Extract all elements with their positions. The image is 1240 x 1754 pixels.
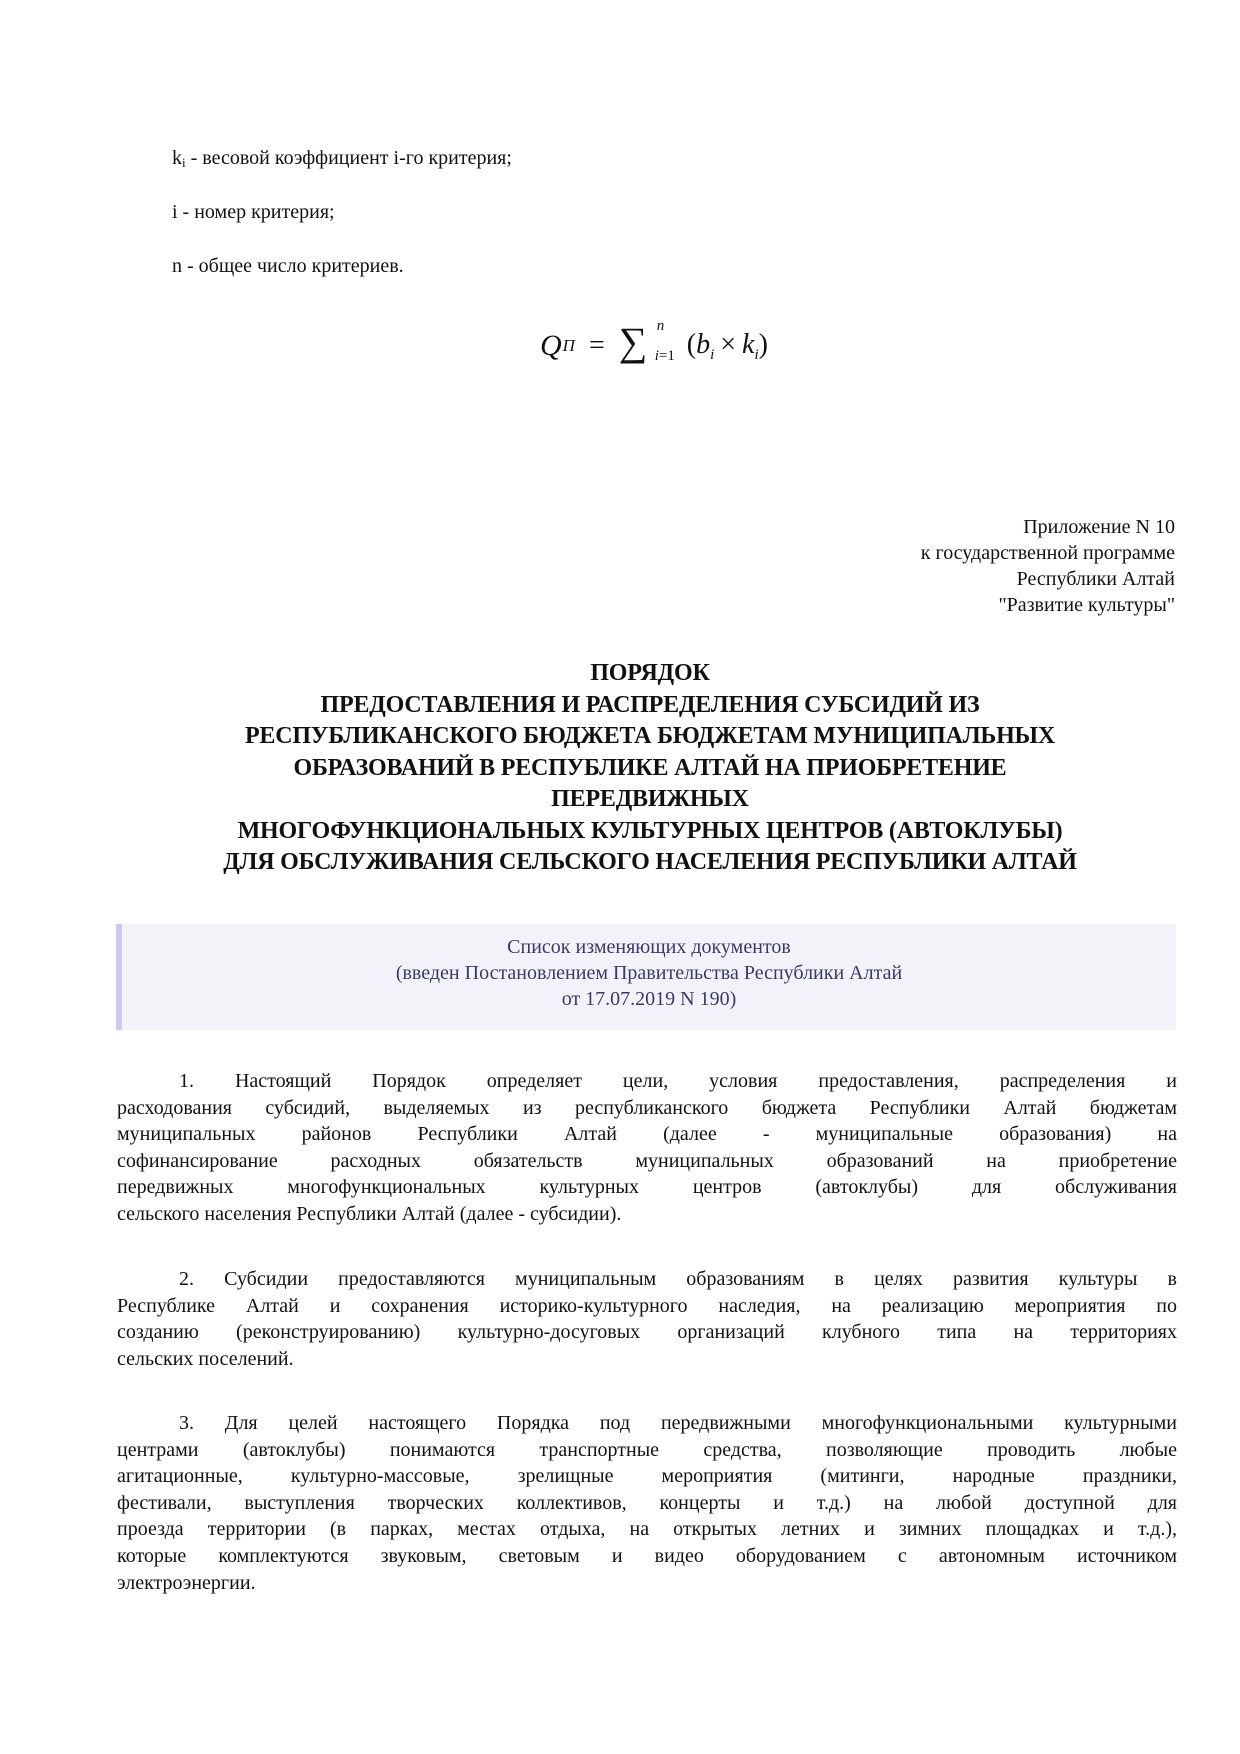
paragraph-line: сельских поселений. (117, 1347, 294, 1370)
paragraph-line: сельского населения Республики Алтай (далее - субсидии). (117, 1202, 622, 1225)
paragraph-line: 1. Настоящий Порядок определяет цели, условия предоставления, распределения и (179, 1070, 1177, 1092)
formula-equals: = (588, 330, 605, 361)
lower-limit: i=1 (654, 348, 675, 364)
paragraph-line: муниципальных районов Республики Алтай (далее - муниципальные образования) на (117, 1123, 1177, 1146)
paragraph-line: электроэнергии. (117, 1571, 256, 1594)
k-subscript: i (182, 155, 186, 170)
paragraph-line: передвижных многофункциональных культурных центров (автоклубы) для обслуживания (117, 1176, 1177, 1199)
sum-limits (654, 318, 685, 368)
title-line: ПРЕДОСТАВЛЕНИЯ И РАСПРЕДЕЛЕНИЯ СУБСИДИЙ ИЗ (320, 691, 980, 718)
amendments-box (116, 924, 1176, 1030)
sigma-symbol: ∑ (618, 319, 648, 364)
paragraph-line: фестивали, выступления творческих коллективов, концерты и т.д.) на любой доступной для (117, 1491, 1177, 1514)
paragraph-line: агитационные, культурно-массовые, зрелищные мероприятия (митинги, народные праздники, (117, 1465, 1177, 1488)
paragraph-2 (117, 1266, 1177, 1372)
appendix-line: к государственной программе (920, 542, 1175, 564)
appendix-line: "Развитие культуры" (998, 594, 1175, 616)
amendments-heading: Список изменяющих документов (507, 936, 791, 958)
k-symbol: k (172, 147, 182, 169)
title-line: МНОГОФУНКЦИОНАЛЬНЫХ КУЛЬТУРНЫХ ЦЕНТРОВ (АВТОКЛУБЫ) (237, 817, 1063, 844)
definition-n: n - общее число критериев. (172, 255, 404, 277)
definition-k (172, 146, 512, 175)
document-title (110, 658, 1190, 879)
paragraph-line: расходования субсидий, выделяемых из республиканского бюджета Республики Алтай бюджетам (117, 1096, 1177, 1119)
appendix-header (921, 514, 1175, 618)
upper-limit: n (656, 318, 665, 334)
paragraph-line: созданию (реконструированию) культурно-досуговых организаций клубного типа на территориях (117, 1321, 1177, 1344)
paragraph-line: которые комплектуются звуковым, световым и видео оборудованием с автономным источником (117, 1544, 1177, 1567)
title-line: ПОРЯДОК (590, 660, 710, 686)
weighted-sum-formula (540, 316, 768, 376)
paragraph-line: Республике Алтай и сохранения историко-культурного наследия, на реализацию мероприятия по (117, 1294, 1177, 1317)
definition-k-text: - весовой коэффициент i-го критерия; (185, 147, 512, 169)
amendments-line: (введен Постановлением Правительства Республики Алтай (395, 962, 903, 984)
title-line: РЕСПУБЛИКАНСКОГО БЮДЖЕТА БЮДЖЕТАМ МУНИЦИПАЛЬНЫХ (244, 723, 1056, 749)
title-line: ПЕРЕДВИЖНЫХ (551, 786, 749, 812)
paragraph-1 (117, 1068, 1177, 1228)
paragraph-line: 2. Субсидии предоставляются муниципальным образованиям в целях развития культуры в (179, 1268, 1177, 1290)
paragraph-3 (117, 1410, 1177, 1596)
formula-lhs-subscript: П (562, 336, 575, 355)
appendix-line: Республики Алтай (1016, 568, 1175, 590)
paragraph-line: 3. Для целей настоящего Порядка под передвижными многофункциональными культурными (179, 1412, 1177, 1434)
amendments-line: от 17.07.2019 N 190) (561, 988, 737, 1010)
definition-i: i - номер критерия; (172, 201, 335, 223)
paragraph-line: проезда территории (в парках, местах отдыха, на открытых летних и зимних площадках и т.д.), (117, 1518, 1177, 1541)
title-line: ДЛЯ ОБСЛУЖИВАНИЯ СЕЛЬСКОГО НАСЕЛЕНИЯ РЕСПУБЛИКИ АЛТАЙ (223, 849, 1077, 875)
appendix-line: Приложение N 10 (1023, 516, 1175, 538)
paragraph-line: софинансирование расходных обязательств муниципальных образований на приобретение (117, 1149, 1177, 1172)
formula-lhs: Q (540, 329, 562, 362)
paragraph-line: центрами (автоклубы) понимаются транспортные средства, позволяющие проводить любые (117, 1438, 1177, 1461)
formula-summand: $(b_i \times k_i)$ (686, 328, 768, 363)
title-line: ОБРАЗОВАНИЙ В РЕСПУБЛИКЕ АЛТАЙ НА ПРИОБРЕТЕНИЕ (293, 754, 1007, 781)
